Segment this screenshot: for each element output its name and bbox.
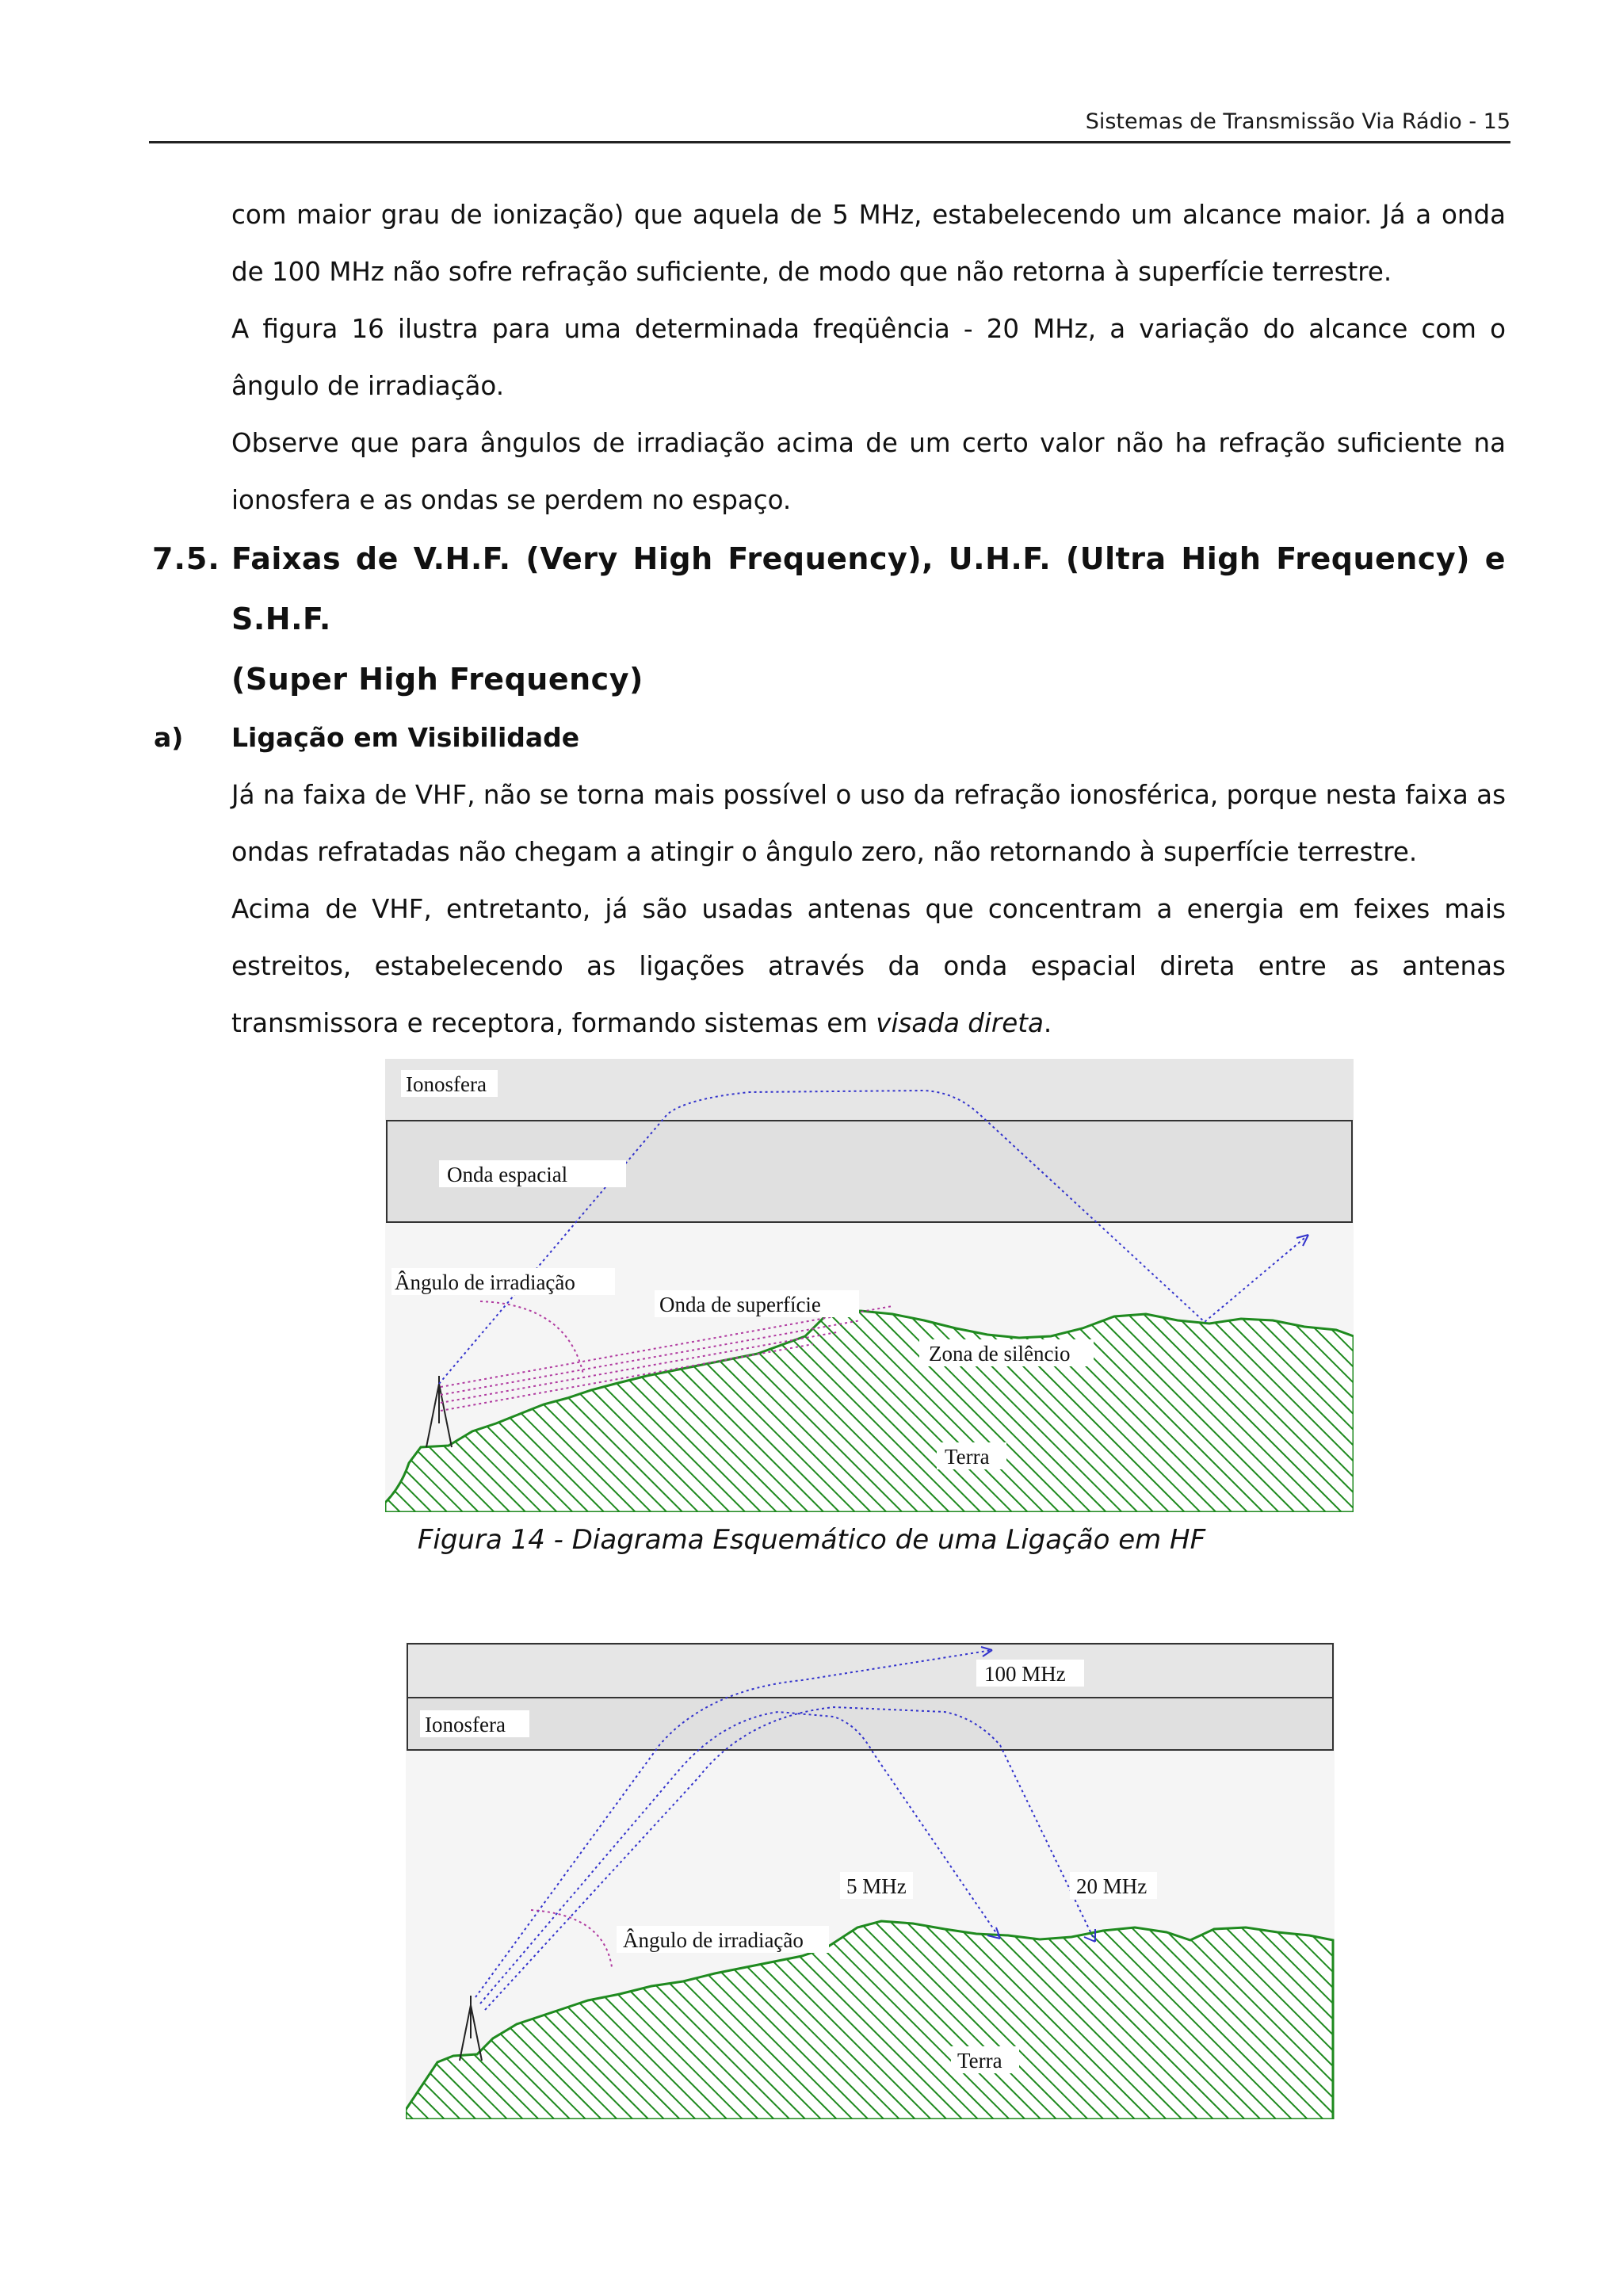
section-number: 7.5.: [152, 541, 220, 576]
label-20mhz: 20 MHz: [1076, 1874, 1148, 1898]
subsection-heading: [154, 709, 1506, 766]
label-angulo: Ângulo de irradiação: [623, 1928, 804, 1952]
label-terra: Terra: [957, 2049, 1002, 2073]
section-heading: [152, 529, 1506, 709]
paragraph: com maior grau de ionização) que aquela de 5 MHz, estabelecendo um alcance maior. Já a onda de 100 MHz não sofre refração suficiente, de modo que não retorna à superfície terrestre.: [231, 200, 1506, 287]
section-title-line2: (Super High Frequency): [231, 662, 643, 697]
label-ionosfera: Ionosfera: [406, 1072, 487, 1096]
figure-15-diagram: [406, 1642, 1335, 2119]
paragraph-text: Acima de VHF, entretanto, já são usadas antenas que concentram a energia em feixes mais estreitos, estabelecendo as ligações através da onda espacial direta entre as antenas transmissora e receptora, formando sistemas em: [231, 894, 1506, 1038]
label-zona-silencio: Zona de silêncio: [929, 1342, 1071, 1366]
running-header: Sistemas de Transmissão Via Rádio - 15: [1085, 109, 1510, 134]
section-title-line1: Faixas de V.H.F. (Very High Frequency), U.H.F. (Ultra High Frequency) e S.H.F.: [231, 541, 1506, 636]
label-angulo: Ângulo de irradiação: [395, 1270, 575, 1294]
label-ionosfera: Ionosfera: [425, 1713, 506, 1736]
label-onda-espacial: Onda espacial: [447, 1163, 568, 1186]
figure-14-caption: Figura 14 - Diagrama Esquemático de uma Ligação em HF: [417, 1524, 1206, 1556]
italic-term: visada direta: [876, 1008, 1044, 1038]
ionosphere-band-upper: [385, 1059, 1354, 1121]
subsection-number: a): [154, 722, 184, 753]
paragraph-end: .: [1043, 1008, 1052, 1038]
paragraph: Já na faixa de VHF, não se torna mais possível o uso da refração ionosférica, porque nesta faixa as ondas refratadas não chegam a atingir o ângulo zero, não retornando à superfície terrestre.: [231, 780, 1506, 867]
body-text: [152, 186, 1506, 1052]
header-rule: [149, 141, 1510, 143]
label-5mhz: 5 MHz: [846, 1874, 907, 1898]
label-terra: Terra: [945, 1445, 990, 1469]
ionosphere-band-upper: [407, 1644, 1333, 1698]
paragraph: [231, 881, 1506, 1052]
label-onda-superficie: Onda de superfície: [659, 1293, 821, 1316]
ionosphere-band: [407, 1698, 1333, 1750]
subsection-title: Ligação em Visibilidade: [231, 722, 580, 753]
paragraph: A figura 16 ilustra para uma determinada freqüência - 20 MHz, a variação do alcance com o ângulo de irradiação.: [231, 314, 1506, 401]
paragraph: Observe que para ângulos de irradiação acima de um certo valor não ha refração suficiente na ionosfera e as ondas se perdem no espaço.: [231, 428, 1506, 515]
label-100mhz: 100 MHz: [984, 1662, 1066, 1686]
figure-14-diagram: [385, 1059, 1354, 1512]
